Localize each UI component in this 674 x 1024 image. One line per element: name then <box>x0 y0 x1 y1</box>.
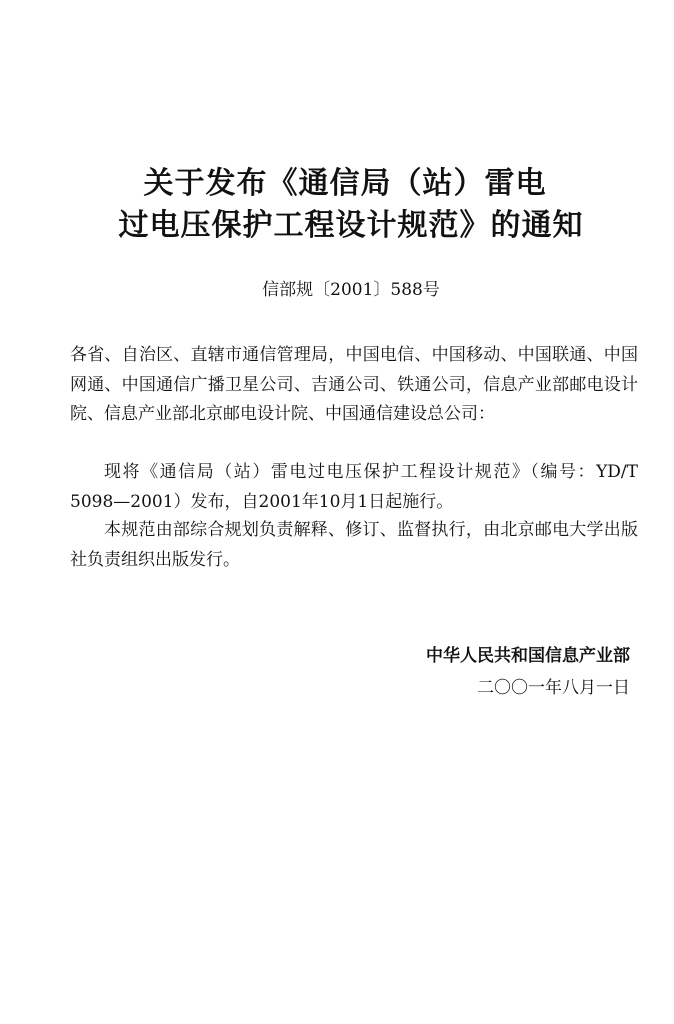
issuing-authority: 中华人民共和国信息产业部 <box>426 646 630 666</box>
issue-date: 二〇〇一年八月一日 <box>477 678 630 698</box>
body-paragraph-1: 现将《通信局（站）雷电过电压保护工程设计规范》（编号：YD/T 5098—2001）发布，自2001年10月1日起施行。 <box>70 462 638 512</box>
document-title-line-2: 过电压保护工程设计规范》的通知 <box>118 208 584 243</box>
body-paragraph-2: 本规范由部综合规划负责解释、修订、监督执行，由北京邮电大学出版社负责组织出版发行。 <box>70 520 638 570</box>
document-number: 信部规〔2001〕588号 <box>262 280 440 300</box>
document-title-line-1: 关于发布《通信局（站）雷电 <box>143 166 547 201</box>
addressee-list: 各省、自治区、直辖市通信管理局，中国电信、中国移动、中国联通、中国网通、中国通信广播卫星公司、吉通公司、铁通公司，信息产业部邮电设计院、信息产业部北京邮电设计院、中国通信建设总公司： <box>70 345 638 424</box>
